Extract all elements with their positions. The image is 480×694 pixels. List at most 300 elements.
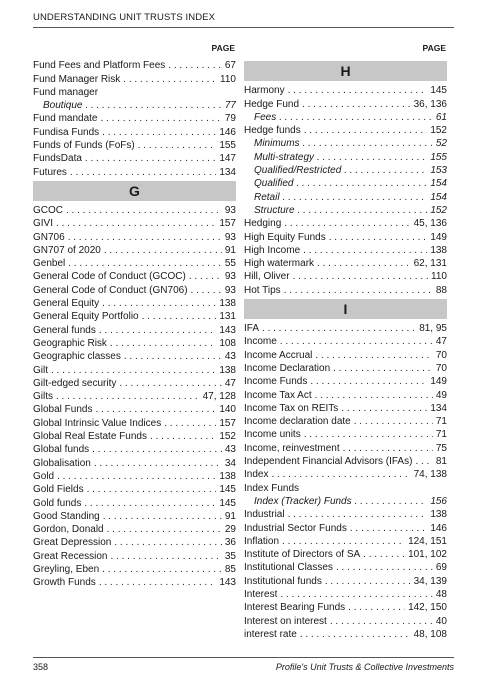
index-entry [244,270,447,283]
index-page-ref: 40 [435,615,447,627]
index-page-ref: 61 [435,111,447,123]
index-page-ref: 36 [224,537,236,549]
dot-leader [107,550,221,563]
index-term: Genbel [33,258,66,270]
index-page-ref: 34 [224,457,236,469]
index-entry [244,441,447,454]
dot-leader [300,244,427,257]
index-term: Income Accrual [244,349,313,361]
dot-leader [351,415,433,428]
index-term: Index [244,469,269,481]
index-entry [33,456,236,469]
dot-leader [285,84,428,97]
index-term: Structure [254,204,295,216]
index-term: Independent Financial Advisors (IFAs) [244,456,413,468]
index-entry [244,481,447,494]
index-term: General Code of Conduct (GCOC) [33,271,186,283]
dot-leader [330,362,433,375]
index-entry [244,137,447,150]
index-term: Institutional Classes [244,562,333,574]
dot-leader [99,126,216,139]
index-page-ref: 146 [430,522,447,534]
index-term: Hedge Fund [244,98,300,110]
index-page-ref: 88 [435,284,447,296]
index-term: General Equity [33,298,100,310]
index-page-ref: 93 [224,271,236,283]
index-page-ref: 157 [219,218,236,230]
index-page-ref: 138 [219,470,236,482]
dot-leader [279,535,405,548]
index-term: Institutional funds [244,575,322,587]
index-entry [244,521,447,534]
dot-leader [299,98,411,111]
index-term: Income declaration date [244,416,351,428]
index-term: Interest on interest [244,615,327,627]
dot-leader [96,576,217,589]
index-page-ref: 134 [430,402,447,414]
index-page-ref: 48, 108 [413,628,447,640]
index-page-ref: 62, 131 [413,258,447,270]
index-entry [33,125,236,138]
index-page-ref: 145 [219,484,236,496]
dot-leader [99,297,216,310]
index-entry [244,230,447,243]
index-term: Interest [244,588,278,600]
index-page-ref: 138 [430,244,447,256]
index-entry [33,217,236,230]
footer-rule [33,657,454,658]
index-term: Fees [254,111,277,123]
dot-leader [314,257,411,270]
index-term: GCOC [33,204,63,216]
dot-leader [82,152,216,165]
index-entry [244,217,447,230]
index-page-ref: 36, 136 [413,98,447,110]
index-page-ref: 71 [435,429,447,441]
index-term: High watermark [244,258,315,270]
dot-leader [312,349,433,362]
dot-leader [161,417,216,430]
index-entry [244,455,447,468]
index-term: Retail [254,191,280,203]
index-entry [33,165,236,178]
index-term: Industrial Sector Funds [244,522,347,534]
index-page-ref: 91 [224,510,236,522]
index-entry [244,548,447,561]
index-page-ref: 70 [435,349,447,361]
index-term: Gold funds [33,497,82,509]
index-entry [33,576,236,589]
index-page-ref: 143 [219,577,236,589]
index-term: Fund Manager Risk [33,73,121,85]
dot-leader [297,628,411,641]
index-page-ref: 29 [224,524,236,536]
index-term: Fund manager [33,86,99,98]
index-term: Hot Tips [244,284,281,296]
index-term: Income Funds [244,376,308,388]
index-entry [244,124,447,137]
index-page-ref: 93 [224,284,236,296]
index-entry [244,601,447,614]
index-column-left [33,42,236,589]
dot-leader [81,497,216,510]
index-term: High Equity Funds [244,231,326,243]
index-page-ref: 101, 102 [408,549,447,561]
letter-heading-h: H [244,61,447,81]
index-term: Global Funds [33,404,93,416]
index-page-ref: 152 [430,204,447,216]
dot-leader [412,455,432,468]
index-page-ref: 147 [219,153,236,165]
index-entry [244,283,447,296]
dot-leader [333,561,433,574]
dot-leader [165,59,222,72]
index-group-h [244,84,447,297]
index-term: Greyling, Eben [33,563,100,575]
index-term: GN706 [33,231,65,243]
index-entry [33,112,236,125]
index-page-ref: 81 [435,456,447,468]
index-entry [244,535,447,548]
index-entry [244,335,447,348]
index-term: Income, reinvestment [244,442,340,454]
index-term: High Income [244,244,301,256]
dot-leader [276,111,433,124]
index-entry [244,150,447,163]
index-entry [33,430,236,443]
index-entry [33,270,236,283]
dot-leader [147,430,216,443]
index-term: General funds [33,324,96,336]
index-page-ref: 155 [430,151,447,163]
index-entry [33,297,236,310]
page-number: 358 [33,662,49,672]
index-term: Funds of Funds (FoFs) [33,140,135,152]
dot-leader [340,442,433,455]
index-entry [33,337,236,350]
index-page-ref: 110 [431,271,447,283]
dot-leader [280,191,428,204]
index-page-ref: 145 [219,497,236,509]
index-page-ref: 43 [224,351,236,363]
index-page-ref: 152 [430,125,447,137]
index-term: General Equity Portfolio [33,311,139,323]
index-page-ref: 145 [430,85,447,97]
index-entry [244,402,447,415]
index-entry [244,348,447,361]
index-term: GN707 of 2020 [33,244,101,256]
index-page-ref: 52 [435,138,447,150]
index-entry [33,99,236,112]
index-page-ref: 91 [224,244,236,256]
index-page-ref: 75 [435,442,447,454]
index-entry [244,574,447,587]
index-page-ref: 142, 150 [408,602,447,614]
index-term: Geographic Risk [33,337,107,349]
dot-leader [295,204,428,217]
dot-leader [314,151,427,164]
index-term: Hill, Oliver [244,271,290,283]
index-term: Income units [244,429,301,441]
dot-leader [301,124,428,137]
index-page-ref: 81, 95 [419,323,447,335]
index-group-i [244,322,447,641]
index-term: Gilt-edged security [33,377,117,389]
index-page-ref: 70 [435,362,447,374]
index-page-ref: 152 [219,431,236,443]
dot-leader [101,244,222,257]
index-entry [244,190,447,203]
page-column-label: PAGE [211,43,235,53]
dot-leader [300,137,433,150]
dot-leader [98,112,222,125]
index-entry [33,416,236,429]
index-entry [244,468,447,481]
index-page-ref: 108 [219,337,236,349]
index-entry [33,86,236,99]
index-entry [244,415,447,428]
dot-leader [307,375,427,388]
dot-leader [312,389,433,402]
dot-leader [100,510,222,523]
index-term: Gilt [33,364,48,376]
index-entry [33,549,236,562]
index-term: Index Funds [244,482,300,494]
dot-leader [99,563,222,576]
dot-leader [290,270,428,283]
index-page-ref: 71 [435,416,447,428]
index-term: Growth Funds [33,577,96,589]
index-page-ref: 67 [224,60,236,72]
index-term: Income Tax on REITs [244,402,339,414]
index-term: Industrial [244,509,285,521]
index-entry [33,496,236,509]
index-page-ref: 74, 138 [413,469,447,481]
dot-leader [326,231,428,244]
index-page-ref: 156 [430,495,447,507]
publication-title: Profile's Unit Trusts & Collective Investments [275,662,454,672]
dot-leader [285,508,428,521]
dot-leader [341,164,427,177]
dot-leader [347,522,427,535]
index-term: Institute of Directors of SA [244,549,361,561]
index-page-ref: 138 [219,364,236,376]
index-entry [244,322,447,335]
index-entry [244,614,447,627]
dot-leader [53,217,216,230]
index-entry [33,523,236,536]
index-page-ref: 153 [430,165,447,177]
index-page-ref: 146 [219,126,236,138]
index-entry [33,310,236,323]
index-entry [33,152,236,165]
dot-leader [188,284,222,297]
index-term: Globalisation [33,457,91,469]
index-page-ref: 49 [435,389,447,401]
dot-leader [277,588,433,601]
dot-leader [107,337,216,350]
header-rule [33,27,454,28]
dot-leader [91,457,222,470]
dot-leader [327,615,433,628]
index-term: Global Intrinsic Value Indices [33,417,162,429]
index-term: Qualified [254,178,294,190]
index-term: Gordon, Donald [33,524,104,536]
index-entry [33,390,236,403]
index-page-ref: 34, 139 [413,575,447,587]
index-term: Inflation [244,535,280,547]
index-page-ref: 138 [219,298,236,310]
index-entry [244,428,447,441]
index-term: GIVI [33,218,54,230]
index-page-ref: 110 [220,73,236,85]
index-entry [33,470,236,483]
dot-leader [277,335,433,348]
index-term: Great Depression [33,537,112,549]
dot-leader [338,402,427,415]
index-page-ref: 143 [219,324,236,336]
index-term: Income [244,336,277,348]
index-page-ref: 140 [219,404,236,416]
index-entry [33,363,236,376]
index-term: Harmony [244,85,285,97]
index-page-ref: 77 [224,100,236,112]
index-page-ref: 43 [224,444,236,456]
index-entry [244,628,447,641]
index-entry [244,111,447,124]
index-term: FundsData [33,153,82,165]
dot-leader [96,324,216,337]
page-column-label: PAGE [422,43,446,53]
index-entry [244,495,447,508]
index-entry [33,536,236,549]
index-term: Hedge funds [244,125,301,137]
dot-leader [120,73,217,86]
dot-leader [352,495,428,508]
dot-leader [67,166,216,179]
dot-leader [139,310,217,323]
index-entry [244,362,447,375]
index-page-ref: 69 [435,562,447,574]
index-page-ref: 149 [430,231,447,243]
index-entry [244,164,447,177]
index-entry [244,84,447,97]
index-term: Futures [33,166,67,178]
dot-leader [360,548,405,561]
index-term: Gilts [33,391,53,403]
index-entry [244,97,447,110]
index-entry [244,244,447,257]
index-entry [33,283,236,296]
index-page-ref: 79 [224,113,236,125]
index-column-right [244,42,447,641]
index-page-ref: 93 [224,204,236,216]
dot-leader [135,139,217,152]
letter-heading-g: G [33,181,236,201]
index-page-ref: 47 [224,377,236,389]
index-term: Boutique [43,100,83,112]
dot-leader [48,364,216,377]
dot-leader [53,390,200,403]
index-page-ref: 154 [430,191,447,203]
index-term: Fundisa Funds [33,126,100,138]
index-page-ref: 55 [224,258,236,270]
index-term: Minimums [254,138,300,150]
index-entry [33,403,236,416]
dot-leader [89,443,222,456]
dot-leader [345,601,405,614]
dot-leader [281,284,433,297]
index-entry [244,508,447,521]
index-entry [33,72,236,85]
dot-leader [82,99,221,112]
index-term: Income Declaration [244,362,331,374]
index-page-ref: 131 [219,311,236,323]
index-entry [244,588,447,601]
index-term: Fund Fees and Platform Fees [33,60,166,72]
index-entry [33,244,236,257]
index-entry [244,388,447,401]
index-entry [33,377,236,390]
index-page-ref: 47, 128 [202,391,236,403]
index-entry [33,59,236,72]
dot-leader [293,177,427,190]
index-term: General Code of Conduct (GN706) [33,284,188,296]
index-page-ref: 134 [219,166,236,178]
index-group-g [33,204,236,590]
index-page-ref: 157 [219,417,236,429]
index-entry [33,230,236,243]
index-term: Qualified/Restricted [254,165,342,177]
dot-leader [84,483,217,496]
running-head: UNDERSTANDING UNIT TRUSTS INDEX [33,12,216,23]
index-term: Gold Fields [33,484,84,496]
index-term: Income Tax Act [244,389,312,401]
dot-leader [63,204,222,217]
index-term: Great Recession [33,550,108,562]
index-page-ref: 138 [430,509,447,521]
index-entry [33,139,236,152]
index-term: Fund mandate [33,113,98,125]
index-entry [244,561,447,574]
dot-leader [92,403,216,416]
index-term: Global Real Estate Funds [33,431,147,443]
dot-leader [65,257,222,270]
index-entry [244,204,447,217]
index-page-ref: 47 [435,336,447,348]
index-page-ref: 149 [430,376,447,388]
index-term: Hedging [244,218,282,230]
dot-leader [54,470,216,483]
index-entry [33,204,236,217]
dot-leader [65,231,222,244]
index-entry [244,257,447,270]
dot-leader [268,468,410,481]
index-term: Multi-strategy [254,151,315,163]
dot-leader [104,523,222,536]
dot-leader [186,270,222,283]
dot-leader [111,536,222,549]
index-page-ref: 35 [224,550,236,562]
index-entry [33,350,236,363]
dot-leader [322,575,411,588]
index-entry [33,510,236,523]
index-entry [33,443,236,456]
index-entry [244,375,447,388]
index-page-ref: 45, 136 [413,218,447,230]
index-entry [33,323,236,336]
index-entry [33,563,236,576]
